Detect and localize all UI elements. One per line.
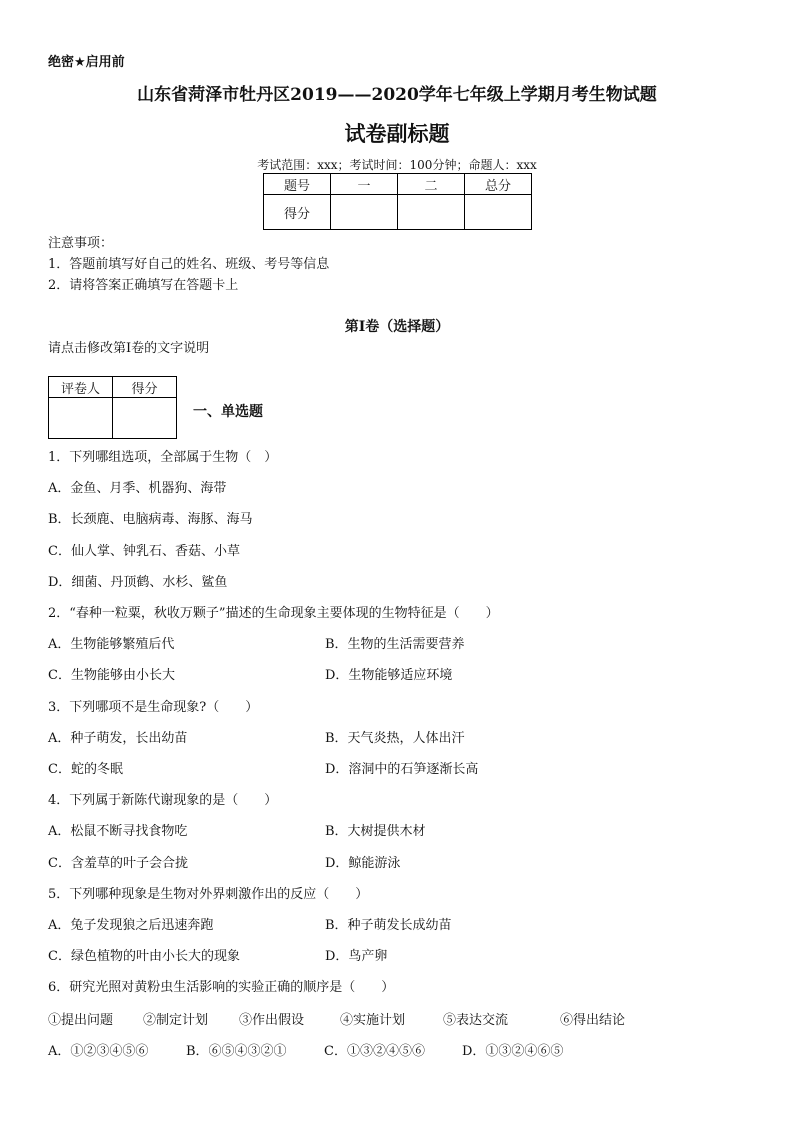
question-stem: 3．下列哪项不是生命现象?（ ） [48, 700, 259, 715]
question-option: A．松鼠不断寻找食物吃 [48, 824, 188, 839]
exam-title: 山东省菏泽市牡丹区2019——2020学年七年级上学期月考生物试题 [137, 85, 657, 105]
question-option: D．生物能够适应环境 [325, 668, 453, 683]
question-option: D．①③②④⑥⑤ [462, 1044, 564, 1059]
question-option: D．溶洞中的石笋逐渐长高 [325, 762, 479, 777]
exam-subtitle: 试卷副标题 [344, 122, 450, 146]
score-cell [398, 195, 465, 230]
score-header-cell: 二 [398, 174, 465, 195]
question-option: A．生物能够繁殖后代 [48, 637, 175, 652]
question-step: ②制定计划 [143, 1013, 209, 1028]
question-option: C．生物能够由小长大 [48, 668, 175, 683]
notes-item: 2．请将答案正确填写在答题卡上 [48, 278, 239, 293]
question-option: B．⑥⑤④③②① [186, 1044, 287, 1059]
question-stem: 2．“春种一粒粟，秋收万颗子”描述的生命现象主要体现的生物特征是（ ） [48, 606, 499, 621]
grader-header-cell: 评卷人 [49, 377, 113, 398]
question-option: B．长颈鹿、电脑病毒、海豚、海马 [48, 512, 253, 527]
grader-table [48, 376, 177, 439]
score-row-label: 得分 [264, 195, 331, 230]
question-stem: 1．下列哪组选项，全部属于生物（ ） [48, 450, 278, 465]
question-option: C．①③②④⑤⑥ [324, 1044, 425, 1059]
question-option: B．种子萌发长成幼苗 [325, 918, 452, 933]
question-option: C．仙人掌、钟乳石、香菇、小草 [48, 544, 240, 559]
question-option: C．绿色植物的叶由小长大的现象 [48, 949, 240, 964]
question-option: D．鲸能游泳 [325, 856, 401, 871]
question-option: D．鸟产卵 [325, 949, 388, 964]
score-header-cell: 题号 [264, 174, 331, 195]
question-stem: 4．下列属于新陈代谢现象的是（ ） [48, 793, 278, 808]
volume-title: 第I卷（选择题） [344, 319, 450, 335]
exam-info: 考试范围：xxx；考试时间：100分钟；命题人：xxx [257, 158, 537, 172]
question-option: D．细菌、丹顶鹤、水杉、鲨鱼 [48, 575, 228, 590]
score-table [263, 173, 532, 230]
question-option: C．蛇的冬眠 [48, 762, 123, 777]
score-cell [331, 195, 398, 230]
question-step: ③作出假设 [239, 1013, 305, 1028]
grader-cell [113, 398, 177, 439]
question-step: ④实施计划 [340, 1013, 406, 1028]
notes-heading: 注意事项： [48, 236, 114, 251]
question-step: ⑤表达交流 [443, 1013, 509, 1028]
question-option: B．天气炎热，人体出汗 [325, 731, 465, 746]
question-option: B．大树提供木材 [325, 824, 426, 839]
question-step: ⑥得出结论 [560, 1013, 626, 1028]
question-option: A．①②③④⑤⑥ [48, 1044, 149, 1059]
score-header-cell: 总分 [465, 174, 532, 195]
question-option: A．金鱼、月季、机器狗、海带 [48, 481, 227, 496]
grader-cell [49, 398, 113, 439]
question-step: ①提出问题 [48, 1013, 114, 1028]
score-cell [465, 195, 532, 230]
question-option: A．种子萌发，长出幼苗 [48, 731, 188, 746]
notes-item: 1．答题前填写好自己的姓名、班级、考号等信息 [48, 257, 330, 272]
section-title: 一、单选题 [193, 404, 263, 420]
notes [48, 233, 329, 296]
question-option: B．生物的生活需要营养 [325, 637, 465, 652]
volume-description: 请点击修改第I卷的文字说明 [48, 341, 210, 356]
question-option: A．兔子发现狼之后迅速奔跑 [48, 918, 214, 933]
score-header-cell: 一 [331, 174, 398, 195]
confidential-label: 绝密★启用前 [48, 55, 125, 70]
question-option: C．含羞草的叶子会合拢 [48, 856, 188, 871]
question-stem: 5．下列哪种现象是生物对外界刺激作出的反应（ ） [48, 887, 369, 902]
grader-header-cell: 得分 [113, 377, 177, 398]
question-stem: 6．研究光照对黄粉虫生活影响的实验正确的顺序是（ ） [48, 980, 395, 995]
